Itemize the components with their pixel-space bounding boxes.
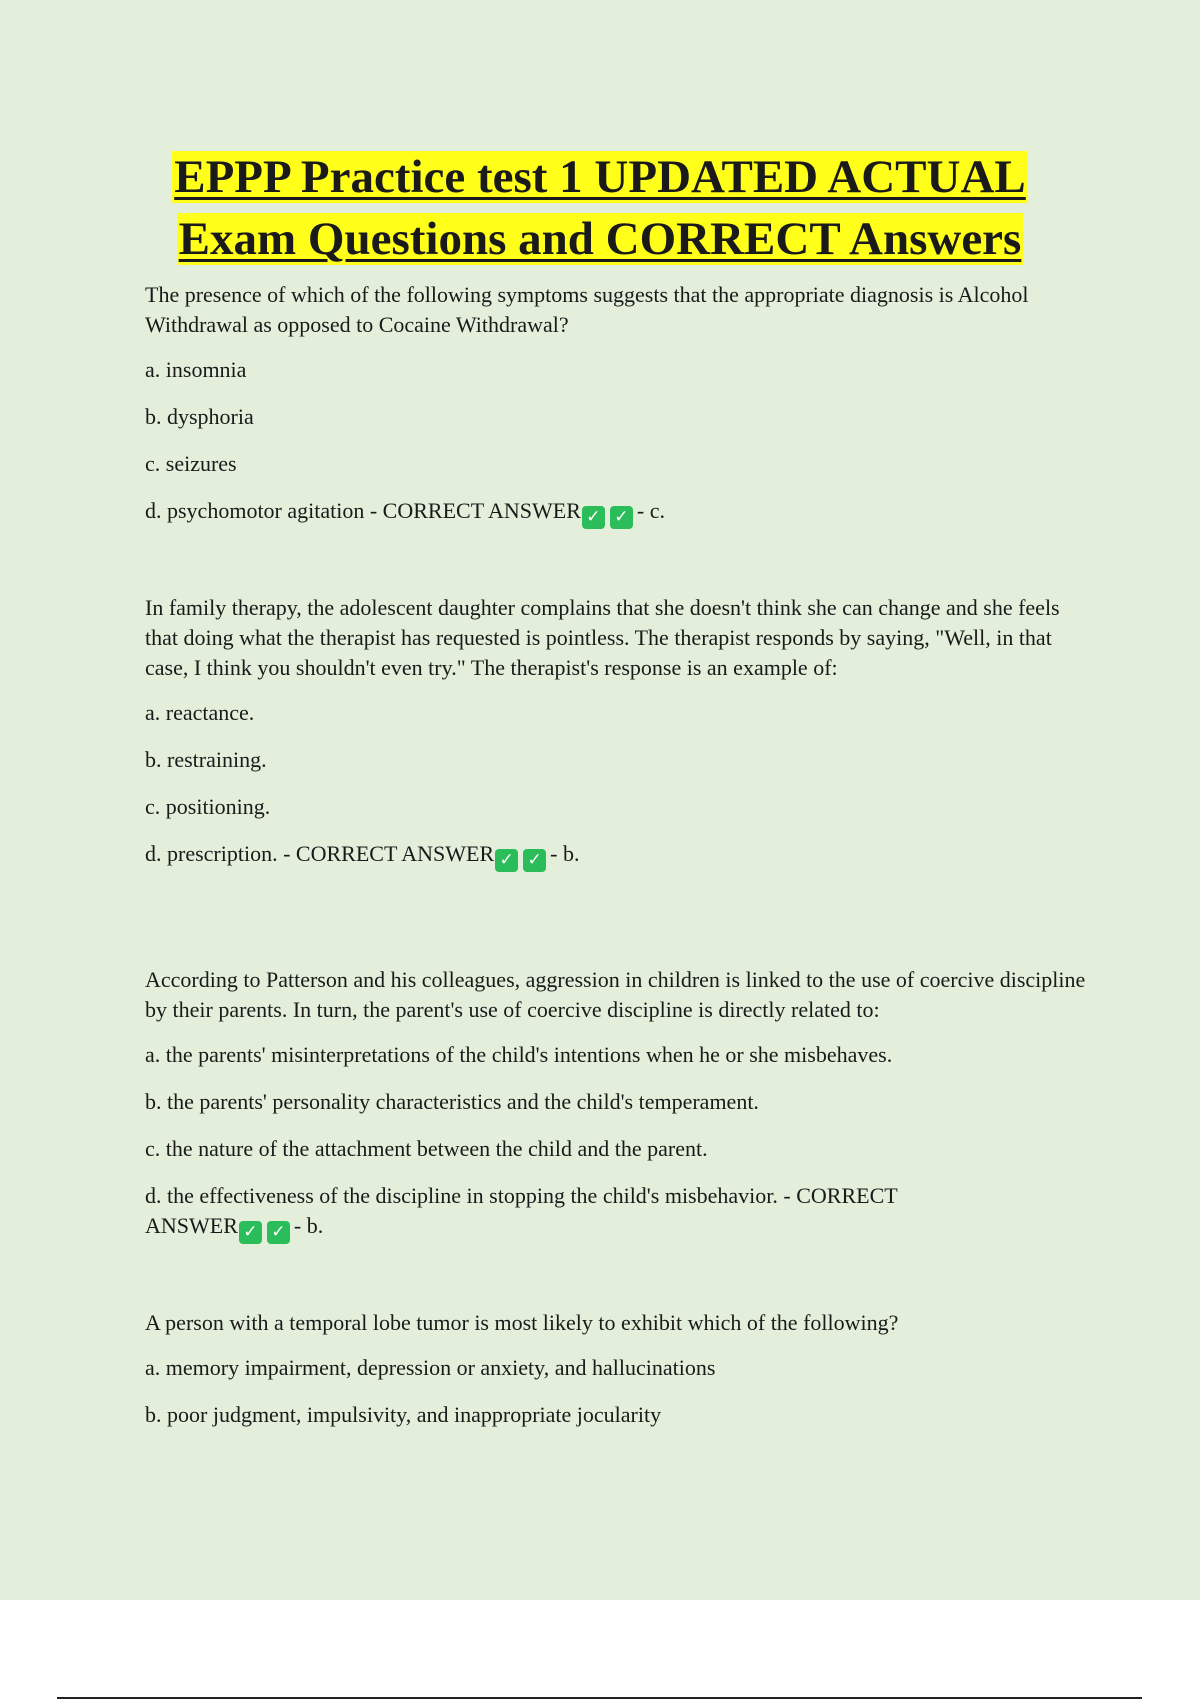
page-footer [0,1600,1200,1700]
question-text: The presence of which of the following symptoms suggests that the appropriate diagnosis is Alcohol Withdrawal as opposed to Cocaine Withdrawal? [145,282,1029,337]
option-c: c. the nature of the attachment between the child and the parent. [145,1136,708,1161]
option-d-with-answer [145,1181,1090,1244]
option-a: a. the parents' misinterpretations of the child's intentions when he or she misbehaves. [145,1042,893,1067]
footer-divider [57,1697,1142,1699]
question-text: A person with a temporal lobe tumor is most likely to exhibit which of the following? [145,1310,899,1335]
check-icon: ✓ [239,1221,262,1244]
question-3 [145,965,1090,1261]
title-line-1: EPPP Practice test 1 UPDATED ACTUAL [174,151,1026,203]
question-2 [145,593,1090,889]
answer-value: - b. [550,841,580,866]
option-a: a. insomnia [145,357,247,382]
check-icon: ✓ [582,506,605,529]
option-d: d. prescription. [145,841,278,866]
correct-answer-label: - CORRECT ANSWER [369,498,581,523]
option-a: a. reactance. [145,700,255,725]
option-d-with-answer [145,496,1090,529]
page-title [0,146,1200,270]
option-c: c. positioning. [145,794,271,819]
option-b: b. poor judgment, impulsivity, and inappropriate jocularity [145,1402,662,1427]
correct-answer-label: - CORRECT ANSWER [283,841,495,866]
check-icon: ✓ [523,849,546,872]
option-d-with-answer [145,839,1090,872]
question-4 [145,1308,1090,1447]
question-1 [145,280,1090,546]
option-b: b. dysphoria [145,404,254,429]
check-icon: ✓ [495,849,518,872]
correct-answer-word: ANSWER [145,1213,238,1238]
answer-value: - b. [293,1213,324,1238]
option-a: a. memory impairment, depression or anxiety, and hallucinations [145,1355,716,1380]
option-b: b. the parents' personality characteristics and the child's temperament. [145,1089,759,1114]
check-icon: ✓ [267,1221,290,1244]
correct-answer-label: - CORRECT [783,1183,898,1208]
option-c: c. seizures [145,451,237,476]
question-text: In family therapy, the adolescent daughter complains that she doesn't think she can change and she feels that doing what the therapist has requested is pointless. The therapist responds by saying, "Well, in that case, I think you shouldn't even try." The therapist's response is an example of: [145,595,1060,680]
title-line-2: Exam Questions and CORRECT Answers [178,213,1022,265]
option-d: d. psychomotor agitation [145,498,365,523]
option-d: d. the effectiveness of the discipline in stopping the child's misbehavior. [145,1183,778,1208]
question-text: According to Patterson and his colleagues, aggression in children is linked to the use of coercive discipline by their parents. In turn, the parent's use of coercive discipline is directly related to: [145,967,1086,1022]
answer-value: - c. [636,498,666,523]
check-icon: ✓ [610,506,633,529]
option-b: b. restraining. [145,747,267,772]
